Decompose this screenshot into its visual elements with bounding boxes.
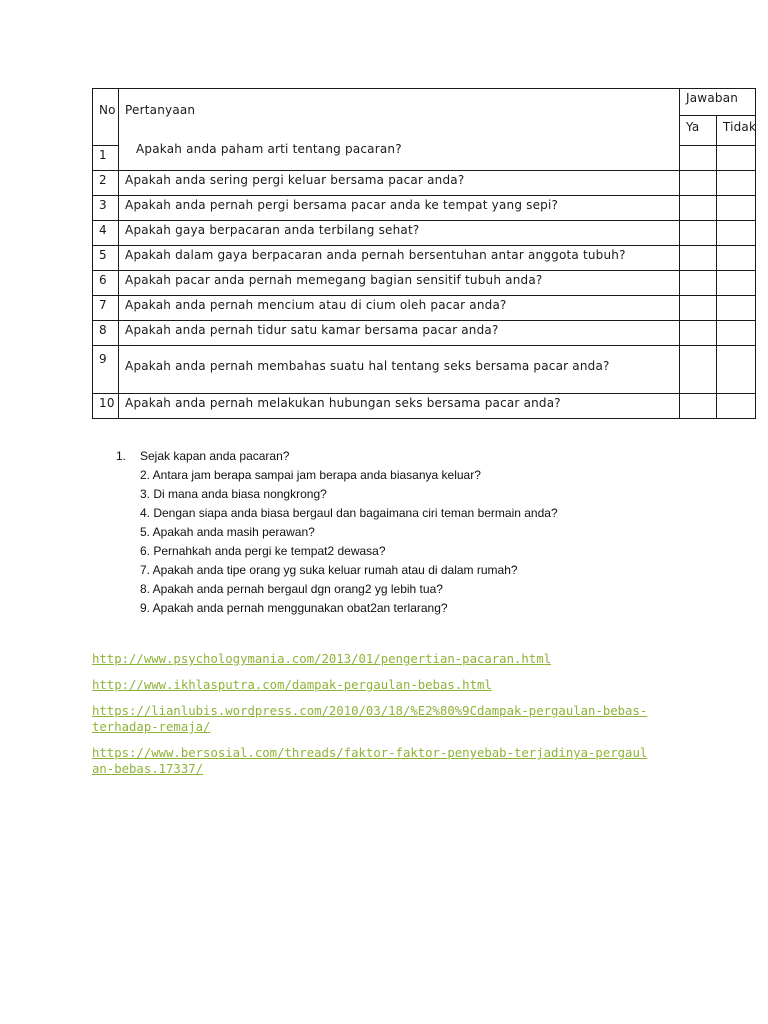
header-no: No — [93, 89, 119, 146]
reference-link-bersosial[interactable]: https://www.bersosial.com/threads/faktor-faktor-penyebab-terjadinya-pergaulan-bebas.17337/ — [92, 746, 648, 776]
no-cell[interactable] — [716, 271, 755, 296]
list-item-number: 1. — [116, 449, 127, 463]
table-row — [93, 394, 756, 419]
reference-link-ikhlasputra[interactable]: http://www.ikhlasputra.com/dampak-pergaulan-bebas.html — [92, 678, 492, 692]
row-number: 3 — [93, 196, 119, 221]
row-question: Apakah gaya berpacaran anda terbilang sehat? — [119, 221, 680, 246]
list-item: 5. Apakah anda masih perawan? — [140, 525, 315, 539]
table-row — [93, 346, 756, 394]
table-header-row — [93, 89, 756, 116]
yes-cell[interactable] — [680, 171, 717, 196]
no-cell[interactable] — [716, 246, 755, 271]
yes-cell[interactable] — [680, 296, 717, 321]
no-cell[interactable] — [716, 321, 755, 346]
row-question: Apakah anda pernah tidur satu kamar bersama pacar anda? — [119, 321, 680, 346]
yes-cell[interactable] — [680, 196, 717, 221]
questionnaire-table — [92, 88, 756, 419]
row-number: 6 — [93, 271, 119, 296]
reference-link-lianlubis[interactable]: https://lianlubis.wordpress.com/2010/03/18/%E2%80%9Cdampak-pergaulan-bebas-terhadap-remaja/ — [92, 704, 648, 734]
list-item: 8. Apakah anda pernah bergaul dgn orang2 yg lebih tua? — [140, 582, 443, 596]
yes-cell[interactable] — [680, 271, 717, 296]
header-question: Pertanyaan — [119, 89, 680, 171]
row-number: 8 — [93, 321, 119, 346]
row-question: Apakah anda pernah melakukan hubungan seks bersama pacar anda? — [119, 394, 680, 419]
yes-cell[interactable] — [680, 246, 717, 271]
row-number: 9 — [93, 346, 119, 394]
row-number: 7 — [93, 296, 119, 321]
header-yes: Ya — [680, 116, 717, 146]
table-row — [93, 271, 756, 296]
list-item: 4. Dengan siapa anda biasa bergaul dan bagaimana ciri teman bermain anda? — [140, 506, 558, 520]
no-cell[interactable] — [716, 146, 755, 171]
yes-cell[interactable] — [680, 346, 717, 394]
yes-cell[interactable] — [680, 146, 717, 171]
row-question-first: Apakah anda paham arti tentang pacaran? — [136, 142, 402, 156]
row-number: 4 — [93, 221, 119, 246]
yes-cell[interactable] — [680, 321, 717, 346]
list-item-text: Sejak kapan anda pacaran? — [140, 449, 290, 463]
list-item: 2. Antara jam berapa sampai jam berapa anda biasanya keluar? — [140, 468, 481, 482]
no-cell[interactable] — [716, 346, 755, 394]
row-question: Apakah anda pernah membahas suatu hal tentang seks bersama pacar anda? — [119, 346, 680, 394]
row-number: 10 — [93, 394, 119, 419]
reference-link-psychologymania[interactable]: http://www.psychologymania.com/2013/01/pengertian-pacaran.html — [92, 652, 552, 666]
open-questions-list — [116, 447, 558, 618]
row-number: 5 — [93, 246, 119, 271]
list-item: 9. Apakah anda pernah menggunakan obat2an terlarang? — [140, 601, 448, 615]
no-cell[interactable] — [716, 221, 755, 246]
row-question: Apakah pacar anda pernah memegang bagian sensitif tubuh anda? — [119, 271, 680, 296]
yes-cell[interactable] — [680, 394, 717, 419]
no-cell[interactable] — [716, 196, 755, 221]
list-item: 6. Pernahkah anda pergi ke tempat2 dewasa? — [140, 544, 386, 558]
row-question: Apakah anda pernah mencium atau di cium oleh pacar anda? — [119, 296, 680, 321]
table-row — [93, 321, 756, 346]
row-question: Apakah dalam gaya berpacaran anda pernah bersentuhan antar anggota tubuh? — [119, 246, 680, 271]
table-row — [93, 221, 756, 246]
table-row — [93, 296, 756, 321]
row-question: Apakah anda pernah pergi bersama pacar anda ke tempat yang sepi? — [119, 196, 680, 221]
list-item: 3. Di mana anda biasa nongkrong? — [140, 487, 327, 501]
header-no-answer: Tidak — [716, 116, 755, 146]
table-row — [93, 196, 756, 221]
row-number: 2 — [93, 171, 119, 196]
no-cell[interactable] — [716, 296, 755, 321]
table-row — [93, 246, 756, 271]
table-row — [93, 171, 756, 196]
row-number: 1 — [93, 146, 119, 171]
row-question: Apakah anda sering pergi keluar bersama pacar anda? — [119, 171, 680, 196]
header-answer: Jawaban — [680, 89, 756, 116]
list-item: 7. Apakah anda tipe orang yg suka keluar rumah atau di dalam rumah? — [140, 563, 518, 577]
list-item — [116, 447, 558, 466]
no-cell[interactable] — [716, 394, 755, 419]
reference-links — [92, 651, 652, 787]
no-cell[interactable] — [716, 171, 755, 196]
yes-cell[interactable] — [680, 221, 717, 246]
